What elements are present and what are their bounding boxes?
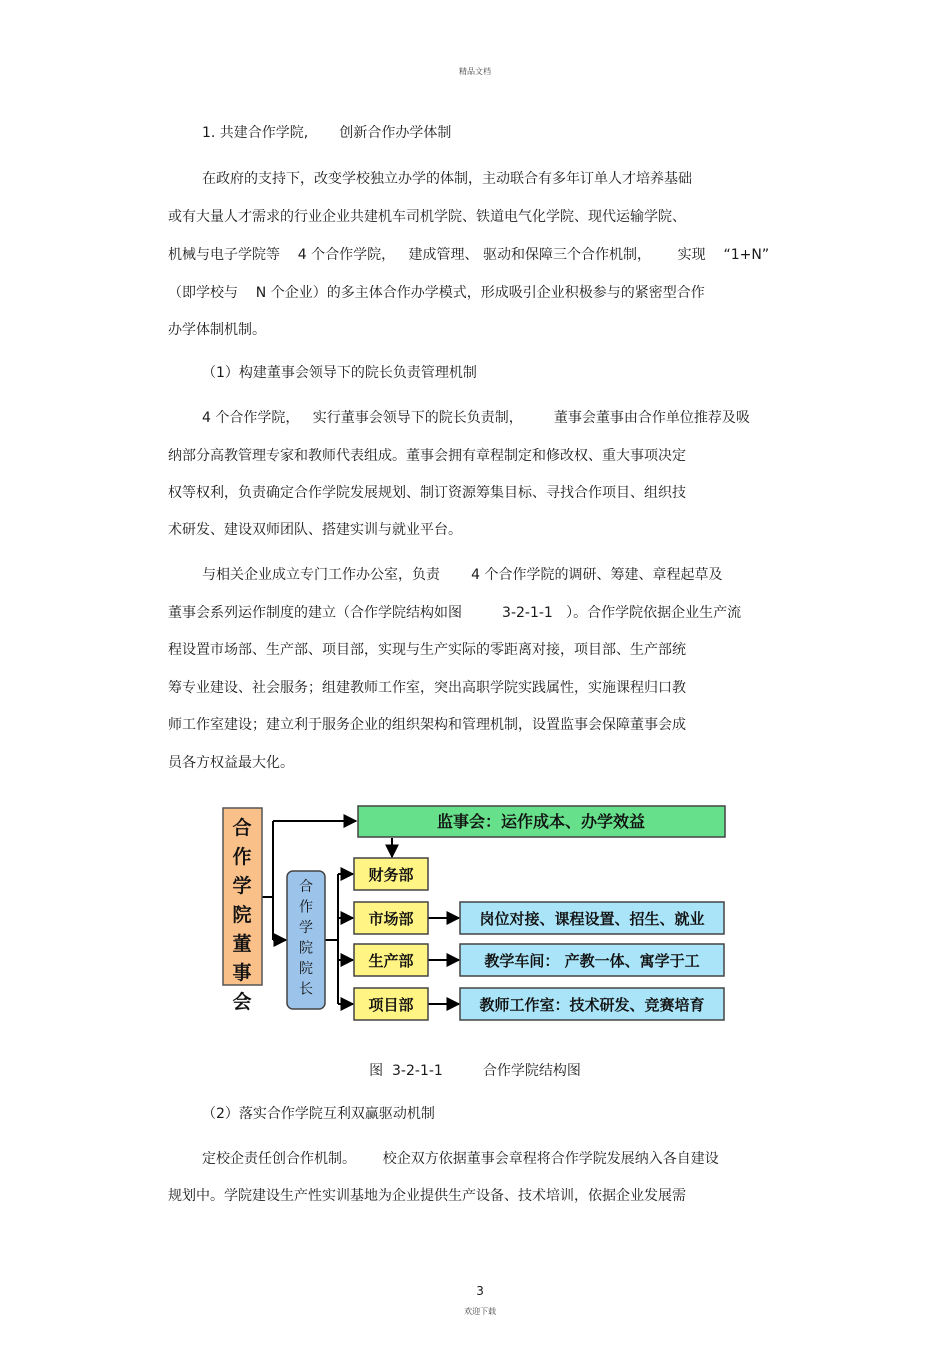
paragraph-line: 定校企责任创合作机制。 校企双方依据董事会章程将合作学院发展纳入各自建设 [202,1151,719,1167]
vertical-char: 作 [232,846,252,868]
paragraph-line: 程设置市场部、生产部、项目部，实现与生产实际的零距离对接，项目部、生产部统 [168,642,686,658]
paragraph-line: 或有大量人才需求的行业企业共建机车司机学院、铁道电气化学院、现代运输学院、 [168,209,686,225]
vertical-char: 院 [232,904,252,926]
subsection-heading: （2）落实合作学院互利双赢驱动机制 [202,1106,435,1122]
vertical-char: 作 [299,899,313,916]
paragraph-line: 4 个合作学院， 实行董事会领导下的院长负责制， 董事会董事由合作单位推荐及吸 [202,410,750,426]
function-label-market: 岗位对接、课程设置、招生、就业 [479,910,705,928]
vertical-char: 院 [299,961,313,977]
board-label [232,816,251,1013]
paragraph-line: 办学体制机制。 [168,322,266,338]
page-number: 3 [476,1284,484,1298]
footer-note: 欢迎下载 [464,1307,497,1316]
paragraph-line: 权等权利，负责确定合作学院发展规划、制订资源筹集目标、寻找合作项目、组织技 [168,485,686,501]
paragraph-line: 在政府的支持下，改变学校独立办学的体制，主动联合有多年订单人才培养基础 [202,171,692,187]
paragraph-line: （即学校与 N 个企业）的多主体合作办学模式，形成吸引企业积极参与的紧密型合作 [168,285,705,301]
dept-label-project: 项目部 [368,996,414,1014]
department-boxes [354,858,428,1020]
function-label-production: 教学车间： 产教一体、寓学于工 [484,952,700,970]
vertical-char: 学 [299,920,313,936]
vertical-char: 长 [299,981,313,998]
vertical-char: 事 [232,962,252,984]
paragraph-line: 师工作室建设；建立利于服务企业的组织架构和管理机制，设置监事会保障董事会成 [168,717,686,733]
vertical-char: 合 [232,817,252,839]
paragraph-line: 与相关企业成立专门工作办公室，负责 4 个合作学院的调研、筹建、章程起草及 [202,567,723,583]
vertical-char: 院 [299,940,313,957]
dept-label-finance: 财务部 [368,866,414,884]
dept-label-market: 市场部 [368,910,414,928]
paragraph-line: 员各方权益最大化。 [168,755,294,771]
paragraph-line: 术研发、建设双师团队、搭建实训与就业平台。 [168,522,462,538]
header-note: 精品文档 [459,67,491,76]
vertical-char: 学 [232,875,252,897]
vertical-char: 董 [232,933,252,955]
function-boxes [460,902,724,1020]
paragraph-line: 规划中。学院建设生产性实训基地为企业提供生产设备、技术培训，依据企业发展需 [168,1188,686,1204]
paragraph-line: 机械与电子学院等 4 个合作学院， 建成管理、 驱动和保障三个合作机制， 实现 “1+N” [168,247,770,263]
paragraph-line: 纳部分高教管理专家和教师代表组成。董事会拥有章程制定和修改权、重大事项决定 [168,448,686,464]
figure-caption: 图 3-2-1-1 合作学院结构图 [369,1063,581,1079]
function-label-project: 教师工作室：技术研发、竞赛培育 [479,996,705,1014]
section-heading: 1. 共建合作学院, 创新合作办学体制 [202,125,452,141]
paragraph-line: 董事会系列运作制度的建立（合作学院结构如图 3-2-1-1 ）。合作学院依据企业生产流 [168,605,742,621]
vertical-char: 会 [232,991,252,1013]
paragraph-line: 筹专业建设、社会服务；组建教师工作室，突出高职学院实践属性，实施课程归口教 [168,680,686,696]
dept-label-production: 生产部 [368,952,414,970]
vertical-char: 合 [299,879,313,895]
subsection-heading: （1）构建董事会领导下的院长负责管理机制 [202,365,477,381]
page-footer [0,1261,950,1318]
supervisory-label: 监事会：运作成本、办学效益 [436,812,646,831]
